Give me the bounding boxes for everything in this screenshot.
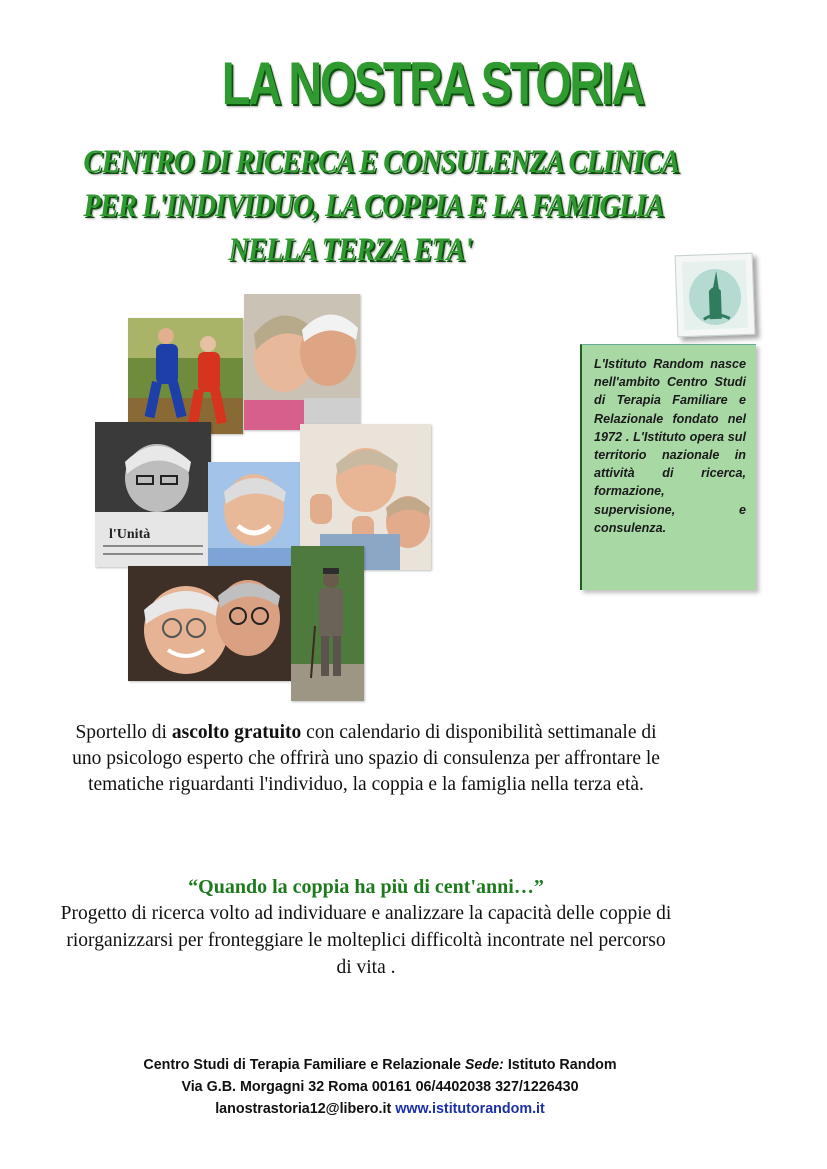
footer-email[interactable]: lanostrastoria12@libero.it xyxy=(215,1101,392,1117)
footer-org: Centro Studi di Terapia Familiare e Relazionale xyxy=(143,1057,461,1073)
service-text-pre: Sportello di xyxy=(75,722,172,743)
photo-hugging-couple xyxy=(128,566,291,681)
footer-address: Via G.B. Morgagni 32 Roma 00161 06/4402038 327/1226430 xyxy=(181,1079,579,1095)
photo-joggers xyxy=(128,318,243,434)
photo-smiling-man xyxy=(208,462,302,566)
footer-sede-label: Sede: xyxy=(464,1057,504,1073)
photo-man-walking-cane xyxy=(291,546,364,701)
free-listening-highlight: ascolto gratuito xyxy=(171,722,302,743)
contact-footer xyxy=(60,1054,700,1120)
subtitle-line-1: CENTRO DI RICERCA E CONSULENZA CLINICA xyxy=(83,144,680,180)
page-subtitle xyxy=(40,140,680,272)
photo-man-reading-newspaper xyxy=(95,422,211,567)
footer-website-link[interactable]: www.istitutorandom.it xyxy=(395,1101,545,1117)
page-title: LA NOSTRA STORIA xyxy=(221,50,643,117)
subtitle-line-3: NELLA TERZA ETA' xyxy=(228,232,472,268)
institute-info-box: L'Istituto Random nasce nell'ambito Centro Studi di Terapia Familiare e Relazionale fondato nel 1972 . L'Istituto opera sul territorio nazionale in attività di ricerca, formazione, supervisione, e consulenza. xyxy=(580,344,756,590)
footer-line-1 xyxy=(60,1054,700,1076)
project-quote: “Quando la coppia ha più di cent'anni…” xyxy=(188,876,544,898)
service-text-post: con calendario di disponibilità settimanale di uno psicologo esperto che offrirà uno spazio di consulenza per affrontare le tematiche riguardanti l'individuo, la coppia e la famiglia nella terza età. xyxy=(72,722,660,795)
project-description: Progetto di ricerca volto ad individuare e analizzare la capacità delle coppie di riorganizzarsi per fronteggiare le molteplici difficoltà incontrate nel percorso di vita . xyxy=(60,903,672,978)
service-description xyxy=(60,720,672,798)
newspaper-text: l'Unità xyxy=(109,527,151,542)
subtitle-line-2: PER L'INDIVIDUO, LA COPPIA E LA FAMIGLIA xyxy=(83,188,664,224)
photo-couple-kiss xyxy=(244,294,360,430)
footer-line-3 xyxy=(60,1098,700,1120)
footer-sede-value: Istituto Random xyxy=(507,1057,617,1073)
institute-logo xyxy=(675,253,756,338)
